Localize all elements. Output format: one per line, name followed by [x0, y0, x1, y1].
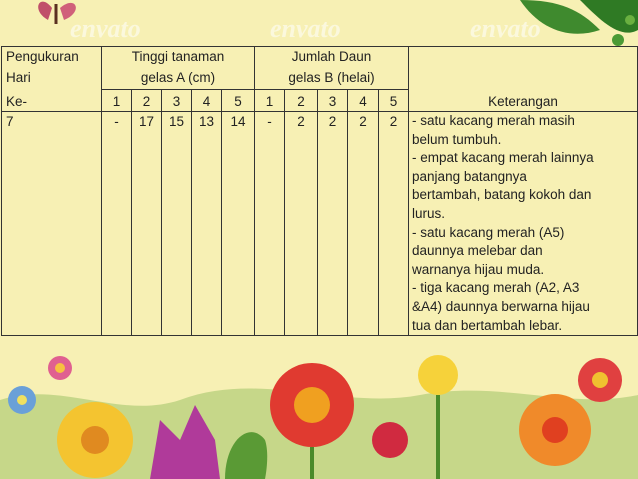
header-row-2 — [2, 68, 638, 90]
watermark-text: envato — [70, 14, 141, 43]
group-b-title: Jumlah Daun — [255, 47, 409, 69]
notes-header-blank — [409, 47, 638, 69]
b-value-5: 2 — [379, 112, 409, 336]
note-line: warnanya hijau muda. — [412, 261, 545, 277]
note-line: - satu kacang merah (A5) — [412, 224, 565, 240]
day-label: Hari — [2, 68, 102, 90]
col-b-3: 3 — [318, 90, 348, 112]
a-value-5: 14 — [222, 112, 255, 336]
col-a-2: 2 — [132, 90, 162, 112]
group-a-sub: gelas A (cm) — [102, 68, 255, 90]
note-line: lurus. — [412, 205, 446, 221]
measure-label: Pengukuran — [2, 47, 102, 69]
ke-label: Ke- — [2, 90, 102, 112]
a-value-3: 15 — [162, 112, 192, 336]
header-row-1 — [2, 47, 638, 69]
watermark-text: envato — [470, 14, 541, 43]
notes-label: Keterangan — [409, 90, 638, 112]
col-a-1: 1 — [102, 90, 132, 112]
notes-cell — [409, 112, 638, 336]
col-a-3: 3 — [162, 90, 192, 112]
col-b-4: 4 — [348, 90, 379, 112]
table-row — [2, 112, 638, 336]
day-value: 7 — [2, 112, 102, 336]
group-a-title: Tinggi tanaman — [102, 47, 255, 69]
note-line: tua dan bertambah lebar. — [412, 317, 563, 333]
observation-table — [1, 46, 638, 336]
col-a-4: 4 — [192, 90, 222, 112]
col-b-1: 1 — [255, 90, 285, 112]
a-value-2: 17 — [132, 112, 162, 336]
note-line: - tiga kacang merah (A2, A3 — [412, 280, 580, 296]
note-line: &A4) daunnya berwarna hijau — [412, 298, 590, 314]
b-value-3: 2 — [318, 112, 348, 336]
note-line: bertambah, batang kokoh dan — [412, 187, 592, 203]
notes-header-blank — [409, 68, 638, 90]
b-value-4: 2 — [348, 112, 379, 336]
observation-table-wrap — [1, 46, 637, 354]
col-a-5: 5 — [222, 90, 255, 112]
b-value-1: - — [255, 112, 285, 336]
col-b-2: 2 — [285, 90, 318, 112]
watermark-text: envato — [270, 14, 341, 43]
col-b-5: 5 — [379, 90, 409, 112]
b-value-2: 2 — [285, 112, 318, 336]
note-line: panjang batangnya — [412, 168, 527, 184]
note-line: daunnya melebar dan — [412, 243, 543, 259]
note-line: - satu kacang merah masih — [412, 113, 575, 128]
group-b-sub: gelas B (helai) — [255, 68, 409, 90]
header-row-3 — [2, 90, 638, 112]
note-line: belum tumbuh. — [412, 131, 502, 147]
a-value-1: - — [102, 112, 132, 336]
note-line: - empat kacang merah lainnya — [412, 150, 594, 166]
a-value-4: 13 — [192, 112, 222, 336]
